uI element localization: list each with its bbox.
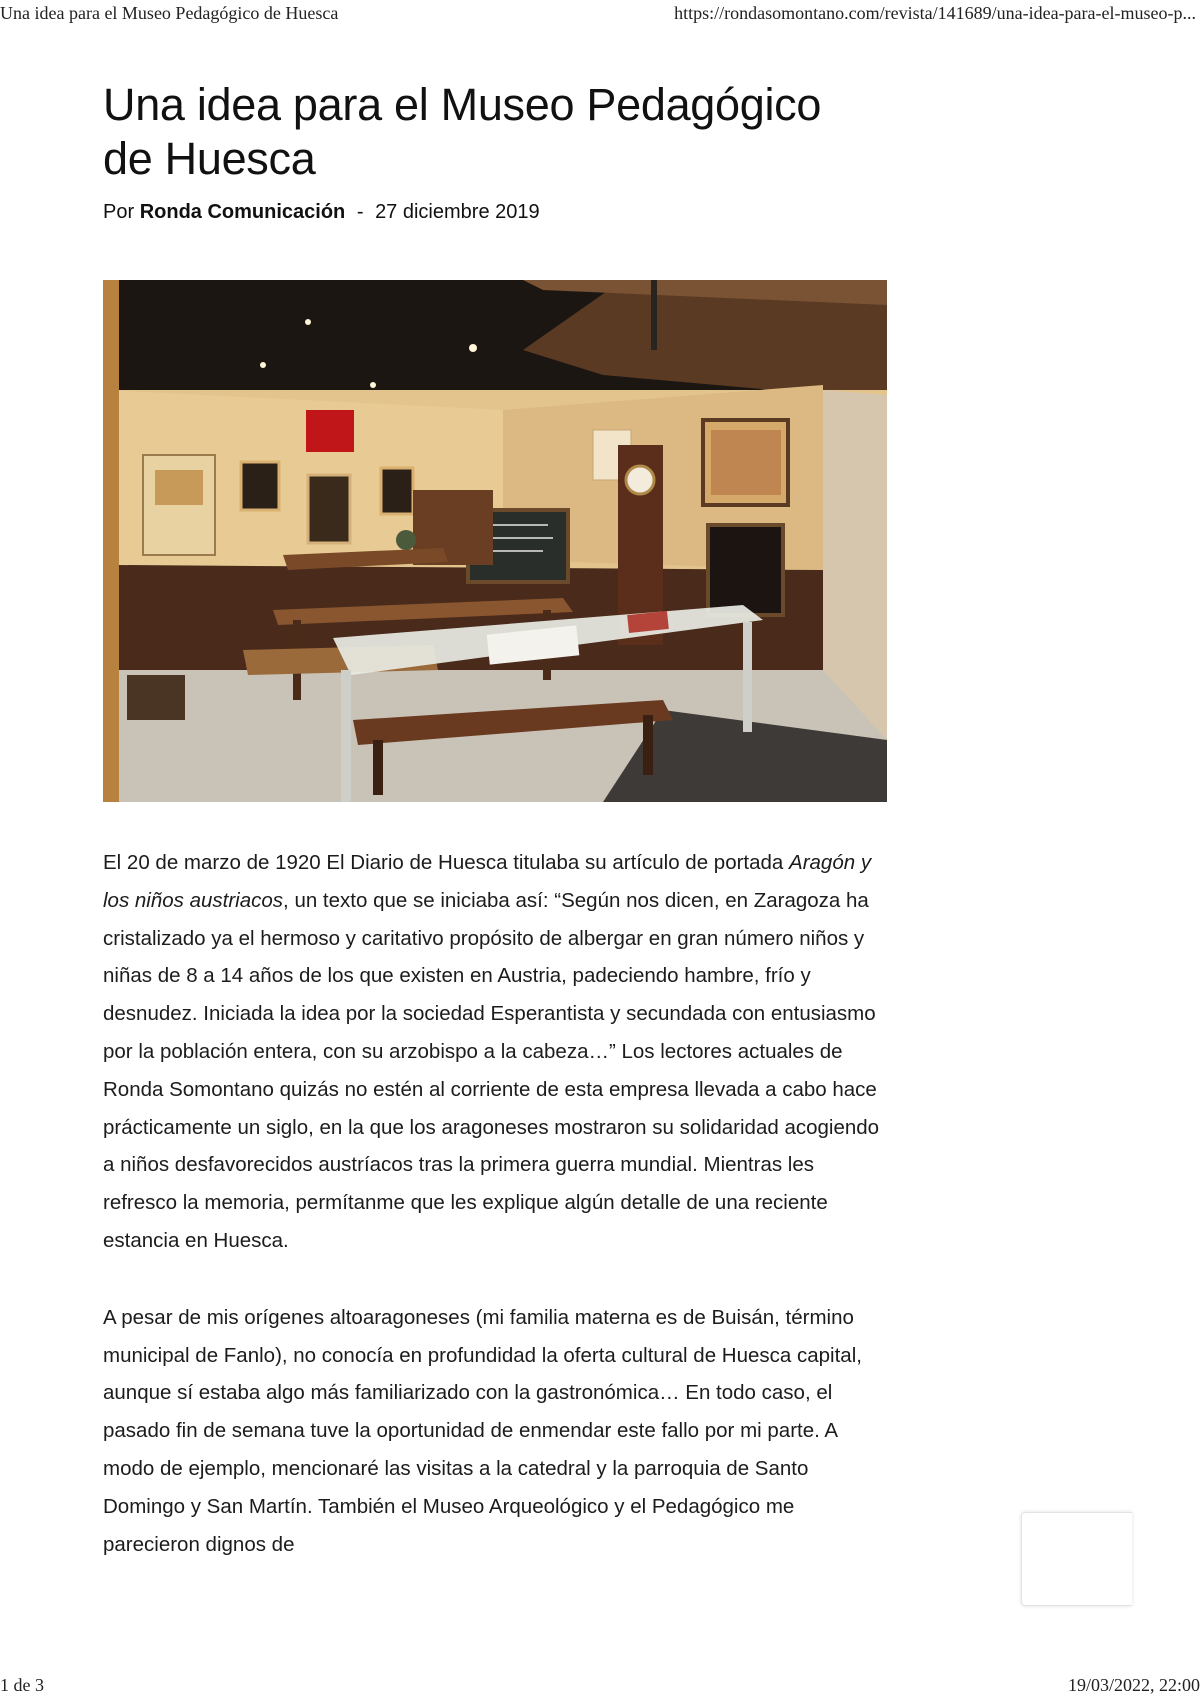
print-header-url[interactable]: https://rondasomontano.com/revista/141689/una-idea-para-el-museo-p... (674, 3, 1196, 23)
publish-date: 27 diciembre 2019 (375, 201, 540, 223)
byline-prefix: Por (103, 201, 135, 223)
print-footer-timestamp: 19/03/2022, 22:00 (1067, 1675, 1200, 1695)
quoted-article-title: Aragón y los niños austriacos (103, 851, 872, 912)
byline-separator: - (356, 201, 364, 223)
paragraph-1-rest: , un texto que se iniciaba así: “Según nos dicen, en Zaragoza ha cristalizado ya el hermoso y caritativo propósito de albergar en gran número niños y niñas de 8 a 14 años de los que existen en Austria, padeciendo hambre, frío y desnudez. Iniciada la idea por la sociedad Esperantista y secundada con entusiasmo por la población entera, con su arzobispo a la cabeza…” Los lectores actuales de Ronda Somontano quizás no estén al corriente de esta empresa llevada a cabo hace prácticamente un siglo, en la que los aragoneses mostraron su solidaridad acogiendo a niños desfavorecidos austríacos tras la primera guerra mundial. Mientras les refresco la memoria, permítanme que les explique algún detalle de una reciente estancia en Huesca. (103, 888, 880, 1252)
byline (103, 201, 540, 224)
hero-image (103, 280, 887, 802)
recaptcha-badge[interactable] (1021, 1512, 1132, 1606)
print-header-title: Una idea para el Museo Pedagógico de Huesca (0, 3, 339, 23)
paragraph-2: A pesar de mis orígenes altoaragoneses (mi familia materna es de Buisán, término municipal de Fanlo), no conocía en profundidad la oferta cultural de Huesca capital, aunque sí estaba algo más familiarizado con la gastronómica… En todo caso, el pasado fin de semana tuve la oportunidad de enmendar este fallo por mi parte. A modo de ejemplo, mencionaré las visitas a la catedral y la parroquia de Santo Domingo y San Martín. También el Museo Arqueológico y el Pedagógico me parecieron dignos de (103, 1305, 862, 1556)
paragraph-1-lead: El 20 de marzo de 1920 El Diario de Huesca titulaba su artículo de portada (103, 851, 784, 874)
article-body (103, 844, 893, 1602)
paragraph-1 (103, 844, 893, 1260)
author-link[interactable]: Ronda Comunicación (139, 201, 346, 223)
print-footer-page: 1 de 3 (0, 1675, 44, 1695)
classroom-photo (103, 280, 887, 802)
article-title: Una idea para el Museo Pedagógico de Huesca (103, 79, 822, 184)
